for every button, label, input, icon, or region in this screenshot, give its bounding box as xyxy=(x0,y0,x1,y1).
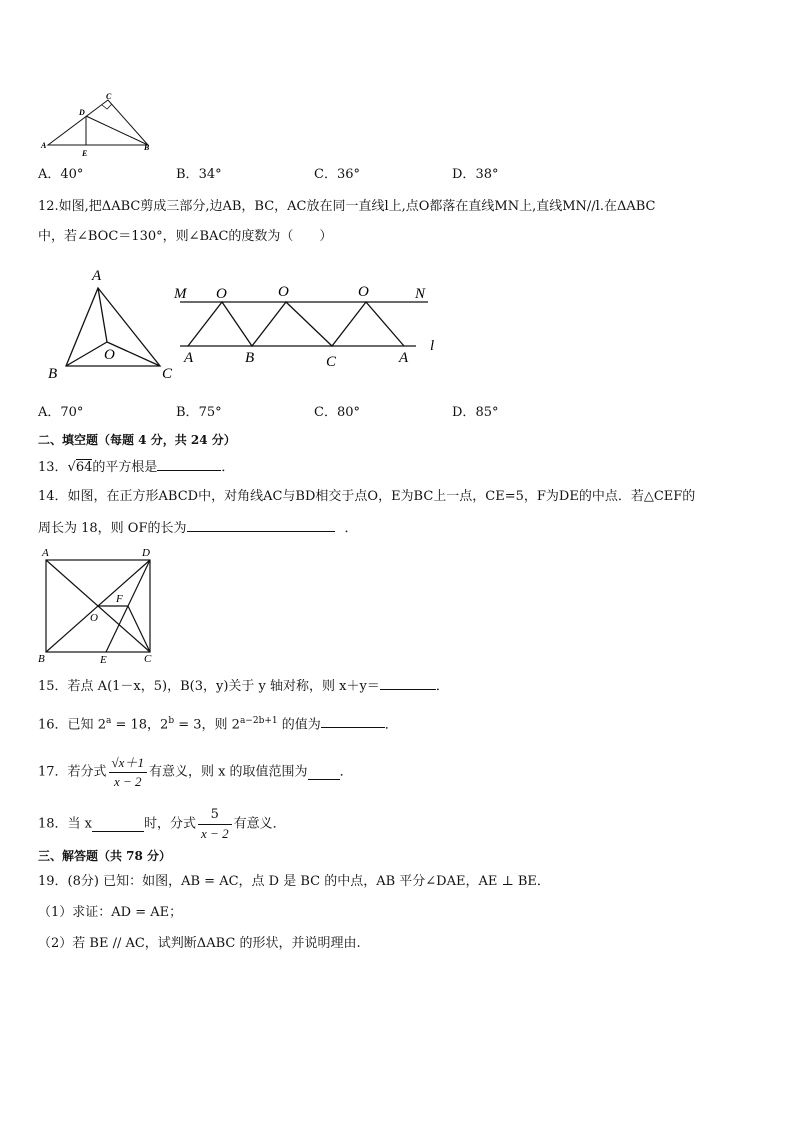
q11-figure xyxy=(40,90,160,162)
q11-option-b: B．34° xyxy=(176,167,222,182)
q14-fig-label-b: B xyxy=(38,653,45,665)
q12-fig1-label-o: O xyxy=(104,347,115,363)
section-2-title: 二、填空题（每题 4 分，共 24 分） xyxy=(38,433,236,447)
q11-label-b: B xyxy=(144,143,150,152)
q17-answer-blank xyxy=(308,765,340,780)
q11-label-d: D xyxy=(79,108,85,117)
q18-answer-blank xyxy=(92,817,144,832)
q17: 17．若分式 $\frac{√x+1}{x - 2}$ 有意义，则 x 的取值范围为 ． xyxy=(38,755,353,789)
q12-fig2-label-a1: A xyxy=(184,350,194,366)
q12-fig1-label-a: A xyxy=(92,268,102,284)
section-3-title: 三、解答题（共 78 分） xyxy=(38,849,172,863)
q19-part2: （2）若 BE // AC，试判断ΔABC 的形状，并说明理由. xyxy=(38,936,361,951)
q12-fig2-label-m: M xyxy=(174,286,187,302)
q14-fig-label-a: A xyxy=(42,547,49,559)
q11-option-a: A．40° xyxy=(38,167,84,182)
q12-triangle-figure xyxy=(40,262,180,384)
q14-fig-label-c: C xyxy=(144,653,152,665)
q13-radicand: 64 xyxy=(75,460,93,475)
q12-option-c: C．80° xyxy=(314,405,360,420)
q12-fig2-label-n: N xyxy=(415,286,426,302)
q12-line2: 中，若∠BOC＝130°，则∠BAC的度数为（ ） xyxy=(38,229,333,244)
q12-option-a: A．70° xyxy=(38,405,84,420)
q13: 13．√64的平方根是 ． xyxy=(38,456,234,478)
q14-fig-label-e: E xyxy=(100,654,107,666)
q12-option-d: D．85° xyxy=(452,405,499,420)
q19-line1: 19．(8分) 已知：如图，AB = AC，点 D 是 BC 的中点，AB 平分∠DAE，AE ⊥ BE． xyxy=(38,874,550,889)
q12-fig2-label-c: C xyxy=(326,354,337,370)
q11-option-c: C．36° xyxy=(314,167,360,182)
q15: 15．若点 A(1－x，5)，B(3，y)关于 y 轴对称，则 x＋y＝ ． xyxy=(38,675,449,697)
q12-fig2-label-o3: O xyxy=(358,284,369,300)
q12-fig2-label-a2: A xyxy=(399,350,409,366)
q12-fig2-label-b: B xyxy=(245,350,255,366)
q16: 16．已知 $2^a = 18$，$2^b = 3$，则 $2^{a-2b+1}$ 的值为 ． xyxy=(38,711,398,735)
sqrt-sign: √ xyxy=(67,460,76,475)
q12-option-b: B．75° xyxy=(176,405,222,420)
q14-fig-label-d: D xyxy=(142,547,150,559)
q11-label-c: C xyxy=(106,92,112,101)
q12-fig1-label-c: C xyxy=(162,366,173,382)
q15-answer-blank xyxy=(380,675,436,690)
q14-answer-blank xyxy=(187,517,335,532)
q14-fig-label-o: O xyxy=(90,612,98,624)
q14-line2: 周长为 18，则 OF的长为 ． xyxy=(38,517,358,539)
q12-fig2-label-o1: O xyxy=(216,286,227,302)
q12-lines-figure xyxy=(172,280,452,372)
q11-option-d: D．38° xyxy=(452,167,499,182)
q18-fraction: $\frac{5}{x - 2}$ xyxy=(198,806,232,843)
q11-label-e: E xyxy=(82,149,88,158)
q12-fig2-label-o2: O xyxy=(278,284,289,300)
q14-fig-label-f: F xyxy=(116,593,123,605)
q16-answer-blank xyxy=(321,713,385,728)
q18: 18．当 x 时，分式 $\frac{5}{x - 2}$ 有意义． xyxy=(38,807,286,841)
q19-part1: （1）求证：AD = AE； xyxy=(38,905,183,920)
q13-answer-blank xyxy=(157,456,221,471)
q12-fig2-label-l: l xyxy=(430,338,435,354)
q14-line1: 14．如图，在正方形ABCD中，对角线AC与BD相交于点O，E为BC上一点，CE=5，F为DE的中点．若△CEF的 xyxy=(38,489,696,504)
q12-fig1-label-b: B xyxy=(48,366,58,382)
q17-fraction: $\frac{√x+1}{x - 2}$ xyxy=(109,754,147,791)
q12-line1: 12.如图,把ΔABC剪成三部分,边AB，BC，AC放在同一直线l上,点O都落在直线MN上,直线MN//l.在ΔABC xyxy=(38,199,656,214)
q14-square-figure xyxy=(36,544,160,668)
q11-label-a: A xyxy=(41,141,47,150)
